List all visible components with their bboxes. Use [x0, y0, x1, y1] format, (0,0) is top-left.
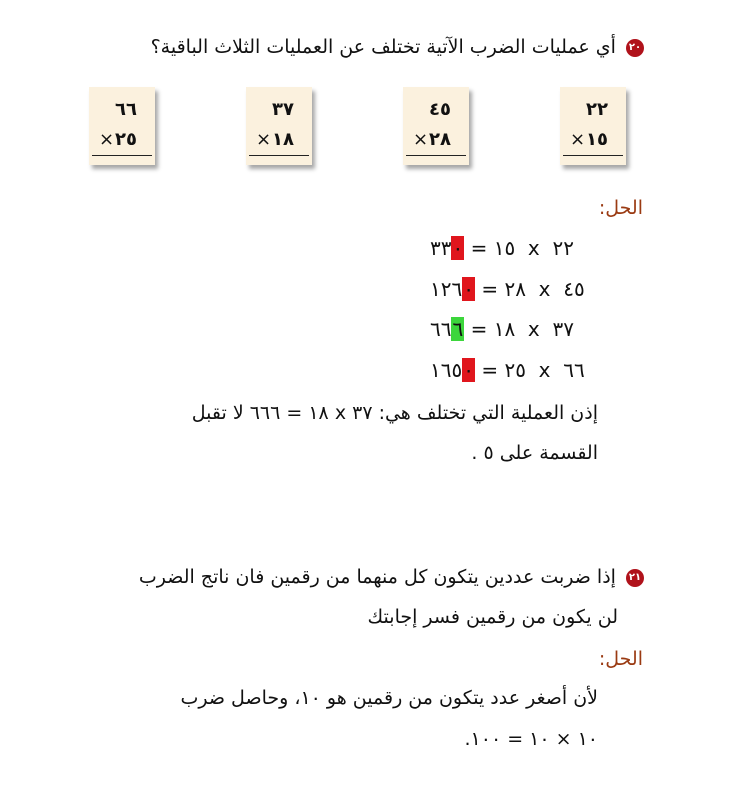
result: ٦٦ [430, 317, 452, 341]
question-number-badge: ٢١ [626, 569, 644, 587]
times-icon: × [256, 129, 272, 150]
card-bottom-number: ٢٥ [115, 129, 137, 150]
multiplication-card [403, 87, 469, 165]
question-text: أي عمليات الضرب الآتية تختلف عن العمليات الثلاث الباقية؟ [150, 36, 616, 58]
equation-row [430, 236, 600, 260]
multiplication-card [246, 87, 312, 165]
answer-line-2: ١٠ × ١٠ = ١٠٠. [464, 728, 598, 750]
times-icon: × [413, 129, 429, 150]
question-text: إذا ضربت عددين يتكون كل منهما من رقمين فان ناتج الضرب [138, 566, 616, 588]
operand: ٢٨ [504, 277, 526, 301]
multiplication-card [89, 87, 155, 165]
times-icon: × [570, 129, 586, 150]
card-underline [406, 155, 466, 156]
solution-label: الحل: [598, 197, 643, 219]
equation-row [430, 317, 600, 341]
result: ١٢٦ [430, 277, 463, 301]
conclusion-line-2: القسمة على ٥ . [471, 442, 598, 464]
card-top-number: ٤٥ [429, 99, 451, 120]
conclusion-line-1: إذن العملية التي تختلف هي: ٣٧ x ١٨ = ٦٦٦ لا تقبل [191, 402, 598, 424]
question-21 [139, 566, 644, 588]
operand: ١٨ [493, 317, 516, 341]
equation-row [430, 358, 600, 382]
operand: ٢٥ [504, 358, 526, 382]
solution-label: الحل: [598, 648, 643, 670]
equals-sign: = [470, 317, 488, 341]
times-sign: x [538, 277, 551, 301]
card-bottom-number: ٢٨ [429, 129, 451, 150]
operand: ٦٦ [563, 358, 585, 382]
times-sign: x [527, 236, 540, 260]
operand: ٤٥ [563, 277, 585, 301]
card-underline [92, 155, 152, 156]
card-underline [249, 155, 309, 156]
operand: ١٥ [493, 236, 516, 260]
equals-sign: = [481, 358, 499, 382]
card-bottom-number: ١٥ [586, 129, 608, 150]
times-sign: x [538, 358, 551, 382]
result: ٣٣ [430, 236, 452, 260]
highlight-digit: ٠ [463, 277, 474, 301]
equals-sign: = [470, 236, 488, 260]
highlight-digit: ٦ [452, 317, 464, 341]
equation-row [430, 277, 600, 301]
operand: ٢٢ [552, 236, 574, 260]
times-icon: × [99, 129, 115, 150]
highlight-digit: ٠ [463, 358, 474, 382]
card-bottom-number: ١٨ [272, 129, 294, 150]
equals-sign: = [481, 277, 499, 301]
question-21-line-2: لن يكون من رقمين فسر إجابتك [367, 606, 618, 628]
answer-line-1: لأن أصغر عدد يتكون من رقمين هو ١٠، وحاصل ضرب [180, 687, 598, 709]
multiplication-card [560, 87, 626, 165]
card-underline [563, 155, 623, 156]
result: ١٦٥ [430, 358, 463, 382]
question-number-badge: ٢٠ [626, 39, 644, 57]
operand: ٣٧ [552, 317, 574, 341]
times-sign: x [527, 317, 540, 341]
card-top-number: ٦٦ [115, 99, 137, 120]
highlight-digit: ٠ [452, 236, 464, 260]
card-top-number: ٢٢ [586, 99, 608, 120]
question-20 [151, 36, 644, 58]
card-top-number: ٣٧ [272, 99, 294, 120]
